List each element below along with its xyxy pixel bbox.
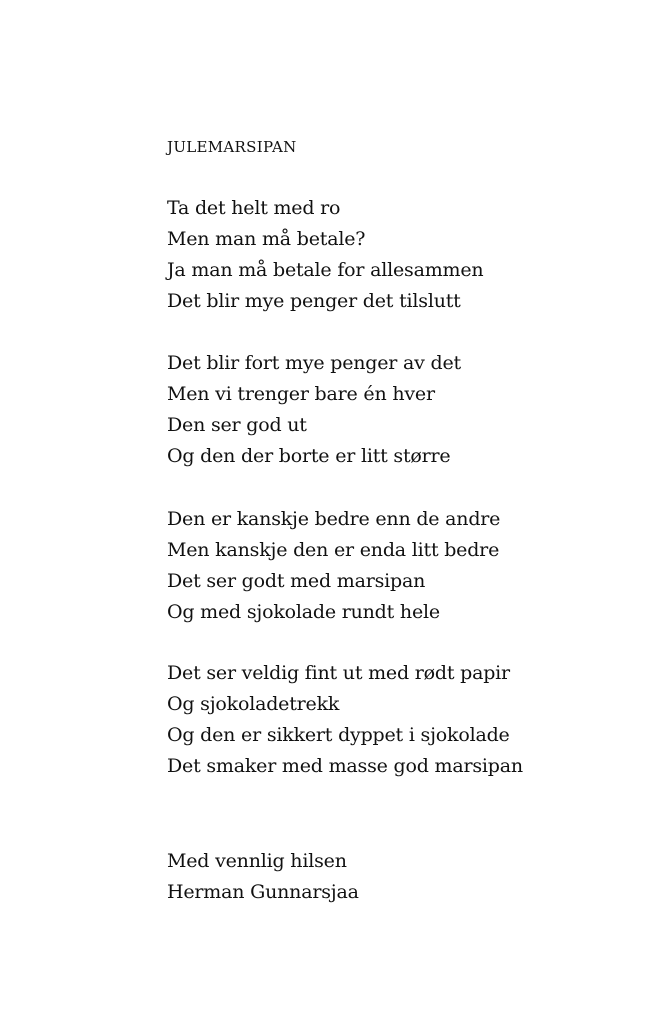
signature-name: Herman Gunnarsjaa [167,881,359,903]
poem-line: Det blir fort mye penger av det [167,352,461,374]
poem-line: Og sjokoladetrekk [167,693,340,715]
poem-line: Ta det helt med ro [167,197,341,219]
poem-line: Det smaker med masse god marsipan [167,755,523,777]
signature-closing: Med vennlig hilsen [167,850,347,872]
poem-line: Det ser veldig fint ut med rødt papir [167,662,510,684]
stanza-1 [167,193,483,317]
stanza-2 [167,348,461,472]
poem-line: Men man må betale? [167,228,366,250]
poem-line: Det blir mye penger det tilslutt [167,290,461,312]
poem-line: Den ser god ut [167,414,307,436]
signature-block [167,846,359,908]
poem-title: JULEMARSIPAN [167,138,297,156]
stanza-4 [167,658,523,782]
poem-line: Men kanskje den er enda litt bedre [167,539,500,561]
poem-line: Men vi trenger bare én hver [167,383,435,405]
poem-line: Det ser godt med marsipan [167,570,426,592]
poem-line: Ja man må betale for allesammen [167,259,484,281]
stanza-3 [167,504,500,628]
poem-line: Den er kanskje bedre enn de andre [167,508,501,530]
poem-line: Og den der borte er litt større [167,445,451,467]
poem-line: Og med sjokolade rundt hele [167,601,440,623]
poem-line: Og den er sikkert dyppet i sjokolade [167,724,510,746]
